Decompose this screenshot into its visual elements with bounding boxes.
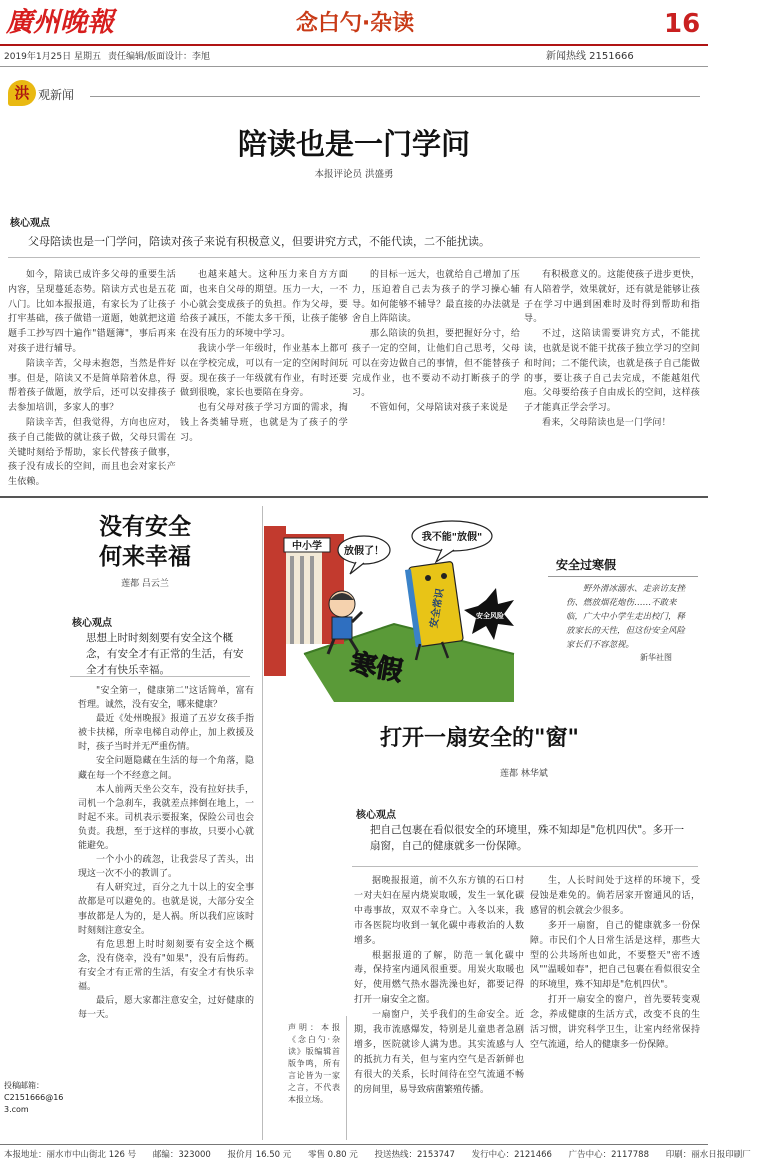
issue-date: 2019年1月25日 星期五 xyxy=(4,52,101,62)
sidebar-title: 安全过寒假 xyxy=(556,558,617,572)
paragraph: 根据报道的了解，防范一氧化碳中毒，保持室内通风很重要。用炭火取暖也好，使用燃气热水器洗澡也好，都要记得打开一扇安全之窗。 xyxy=(354,950,524,1006)
paragraph: 有危思想上时时刻刻要有安全这个概念，没有侥幸，没有"如果"，没有后悔药。有安全才有正常的生活，有安全才有快乐幸福。 xyxy=(78,939,254,992)
main-column-4 xyxy=(524,268,700,431)
main-core-text: 父母陪读也是一门学问，陪读对孩子来说有积极意义，但要讲究方式，不能代读，二不能扰读。 xyxy=(28,235,490,248)
left-core-label: 核心观点 xyxy=(72,618,112,629)
paragraph: 我读小学一年级时，作业基本上都可以在学校完成，可以有一定的空闲时间玩耍。现在孩子一年级就有作业，有时还要做到很晚，家长也要陪在身旁。 xyxy=(180,343,348,399)
left-title-line-2: 何来幸福 xyxy=(99,544,191,570)
column-separator xyxy=(262,506,263,1140)
paragraph: 据晚报报道，前不久东方镇的石口村一对夫妇在屋内烧炭取暖，发生一氧化碳中毒事故，双双不幸身亡。入冬以来，我市各医院均收到一氧化碳中毒救治的人数增多。 xyxy=(354,876,524,946)
paragraph: 最后，愿大家都注意安全，过好健康的每一天。 xyxy=(78,996,254,1021)
paragraph: 也有父母对孩子学习方面的需求，掏钱上各类辅导班，也就是为了孩子的学习。 xyxy=(180,403,348,443)
burst-label: 安全风险 xyxy=(476,612,504,620)
paragraph: 一个小小的疏忽，让我尝尽了苦头，出现这一次不小的教训了。 xyxy=(78,855,254,880)
contribution-address: C2151666@163.com xyxy=(4,1093,64,1114)
section-title: 念白勺·杂读 xyxy=(295,11,415,36)
footer-address: 本报地址：丽水市中山街北 126 号 xyxy=(4,1150,137,1160)
building-label: 中小学 xyxy=(292,541,322,552)
main-core-label: 核心观点 xyxy=(10,218,50,229)
right-core-label: 核心观点 xyxy=(356,810,396,821)
right-core-text: 把自己包裹在看似很安全的环境里，殊不知却是"危机四伏"。多开一扇窗，自己的健康就多一份保障。 xyxy=(370,824,685,852)
column-separator xyxy=(346,1016,347,1140)
footer-retail: 零售 0.80 元 xyxy=(307,1150,358,1160)
footer-price: 报价月 16.50 元 xyxy=(227,1150,292,1160)
paragraph: 如今，陪读已成许多父母的重要生活内容，呈现蔓延态势。陪读方式也是五花八门。比如本报报道，有家长为了让孩子打牢基础，孩子做错一道题，她就把这道题手工抄写四十遍作"错题簿"，事后再来对孩子进行辅导。 xyxy=(8,270,176,354)
page-number: 16 xyxy=(664,9,701,39)
right-article-title: 打开一扇安全的"窗" xyxy=(380,726,579,751)
paragraph: 的目标一远大，也就给自己增加了压力，压迫着自己去为孩子的学习操心辅导。如何能够不辅导？最直接的办法就是舍自上阵陪读。 xyxy=(352,270,520,325)
paragraph: 一扇窗户，关乎我们的生命安全。近期，我市流感爆发，特别是儿童患者急剧增多，医院就诊人满为患。其实流感与人的抵抗力有关，但与室内空气是否新鲜也有很大的关系，长时间待在空气流通不畅的房间里，易导致病菌繁殖传播。 xyxy=(354,1010,524,1095)
left-title-line-1: 没有安全 xyxy=(99,514,191,540)
paragraph: 不管如何，父母陪读对孩子来说是 xyxy=(370,403,509,414)
paragraph: 本人前两天坐公交车，没有拉好扶手，司机一个急刹车，我就差点摔倒在地上，一时起不来。司机表示要报案，保险公司也会负责。我想，至于这样的事故，只要小心就能避免。 xyxy=(78,784,254,852)
footer-postcode: 邮编：323000 xyxy=(152,1150,211,1160)
footer-printer: 印刷：丽水日报印刷厂 xyxy=(665,1150,751,1160)
paragraph: 生，人长时间处于这样的环境下，受侵蚀是难免的。倘若居家开窗通风的话，感冒的机会就会少很多。 xyxy=(530,876,700,916)
editorial-statement: 声明：本报《念白勺·杂读》版编辑首版争鸣，所有言论皆为一家之言，不代表本报立场。 xyxy=(288,1023,340,1104)
paragraph: 看来，父母陪读也是一门学问！ xyxy=(542,417,671,428)
paragraph: 多开一扇窗，自己的健康就多一份保障。市民们个人日常生活是这样，那些大型的公共场所也如此，不要整天"密不透风""温暖如春"，把自己包裹在看似很安全的环境里，殊不知却是"危机四伏"。 xyxy=(530,920,700,991)
badge-label: 观新闻 xyxy=(38,88,75,102)
column-badge xyxy=(6,80,86,108)
footer-ad-phone: 投送热线：2153747 xyxy=(374,1150,455,1160)
main-core-rule xyxy=(8,257,700,258)
editor-credit: 责任编辑/版面设计：李旭 xyxy=(108,52,211,62)
sidebar-credit: 新华社图 xyxy=(640,653,672,662)
right-article-byline: 莲都 林华斌 xyxy=(500,769,548,779)
news-hotline: 新闻热线 2151666 xyxy=(546,51,634,62)
paragraph: 陪读辛苦，但我觉得，方向也应对，孩子自己能做的就让孩子做，父母只需在关键时刻给予帮助，家长代替孩子做事，孩子没有成长的空间，而且也会对家长产生依赖。 xyxy=(8,417,176,488)
sidebar-text: 野外滑冰溺水、走亲访友挫伤、燃放烟花炮伤……不敢来临，广大中小学生走出校门，释放家长的天性，但这份安全风险家长们不容忽视。 xyxy=(566,584,686,650)
main-column-3 xyxy=(352,268,520,416)
right-core-rule xyxy=(352,866,698,867)
footer-rule xyxy=(0,1144,708,1145)
masthead-rule xyxy=(0,44,708,46)
left-article-body xyxy=(78,684,254,1022)
paragraph: 也越来越大。这种压力来自方方面面，也来自父母的期望。压力一大，一不小心就会变成孩子的负担。作为父母，要给孩子减压，不能太多干预，让孩子能够在没有压力的环境中学习。 xyxy=(180,270,348,340)
paragraph: 安全问题隐藏在生活的每一个角落，隐藏在每一个不经意之间。 xyxy=(78,756,254,781)
right-article-column-1 xyxy=(354,874,524,1098)
speech-left-text: 放假了！ xyxy=(344,546,384,557)
headline-rule xyxy=(90,96,700,97)
book-label: 安全常识 xyxy=(428,587,447,629)
badge-mark: 洪 xyxy=(8,80,36,106)
left-core-rule xyxy=(70,676,250,677)
main-column-2 xyxy=(180,268,348,446)
paragraph: 有积极意义的。这能使孩子进步更快，有人陪着学，效果就好，还有就是能够让孩子在学习中遇到困难时及时得到帮助和指导。 xyxy=(524,270,700,325)
left-article-byline: 莲都 吕云兰 xyxy=(121,579,169,589)
road-label: 寒假 xyxy=(348,648,405,688)
paragraph: 陪读辛苦，父母未抱怨，当然是件好事。但是，陪读又不是简单陪着休息，得帮着孩子做题，放学后，还可以安排孩子去参加培训，多家人的事？ xyxy=(8,358,176,414)
illustration-svg xyxy=(264,504,514,702)
paragraph: 打开一扇安全的窗户，首先要转变观念，养成健康的生活方式，改变不良的生活习惯，讲究科学卫生，让室内经常保持空气流通，给人的健康多一份保障。 xyxy=(530,995,700,1050)
footer-ad-center: 广告中心：2117788 xyxy=(568,1150,649,1160)
main-byline: 本报评论员 洪盛勇 xyxy=(314,169,394,180)
contribution-label: 投稿邮箱： xyxy=(4,1081,44,1090)
masthead-subrule xyxy=(0,66,708,67)
contribution-email xyxy=(4,1080,66,1116)
main-headline: 陪读也是一门学问 xyxy=(237,127,470,161)
main-column-1 xyxy=(8,268,176,490)
speech-right-text: 我不能"放假" xyxy=(421,532,483,543)
winter-break-illustration xyxy=(264,504,514,702)
right-article-column-2 xyxy=(530,874,700,1053)
left-core-text: 思想上时时刻刻要有安全这个概念，有安全才有正常的生活，有安全才有快乐幸福。 xyxy=(86,632,244,676)
paragraph: "安全第一，健康第二"这话简单，富有哲理。诚然，没有安全，哪来健康？ xyxy=(78,686,254,711)
footer-dist-phone: 发行中心：2121466 xyxy=(471,1150,552,1160)
footer xyxy=(4,1148,751,1160)
newspaper-logo: 廣州晚報 xyxy=(6,7,114,38)
paragraph: 有人研究过，百分之九十以上的安全事故都是可以避免的。也就是说，大部分安全事故都是人为的，是人祸。所以我们应该时时刻刻注意安全。 xyxy=(78,883,254,936)
paragraph: 那么陪读的负担，要把握好分寸，给孩子一定的空间，让他们自己思考，父母可以在旁边做自己的事情，但不能替孩子完成作业，也不要动不动打断孩子的学习。 xyxy=(352,329,520,399)
left-article-title xyxy=(50,512,240,572)
paragraph: 不过，这陪读需要讲究方式，不能扰读，也就是说不能干扰孩子独立学习的空间和时间；二不能代读，也就是孩子自己能做的事，要让孩子自己去完成，不能越俎代庖。父母要给孩子自由成长的空间，这样孩子才能真正学会学习。 xyxy=(524,329,700,414)
paragraph: 最近《处州晚报》报道了五岁女孩手指被卡扶梯，所幸电梯自动停止，加上救援及时，孩子当时并无严重伤情。 xyxy=(78,714,254,753)
section-divider xyxy=(0,496,708,498)
sidebar-rule xyxy=(548,576,698,577)
